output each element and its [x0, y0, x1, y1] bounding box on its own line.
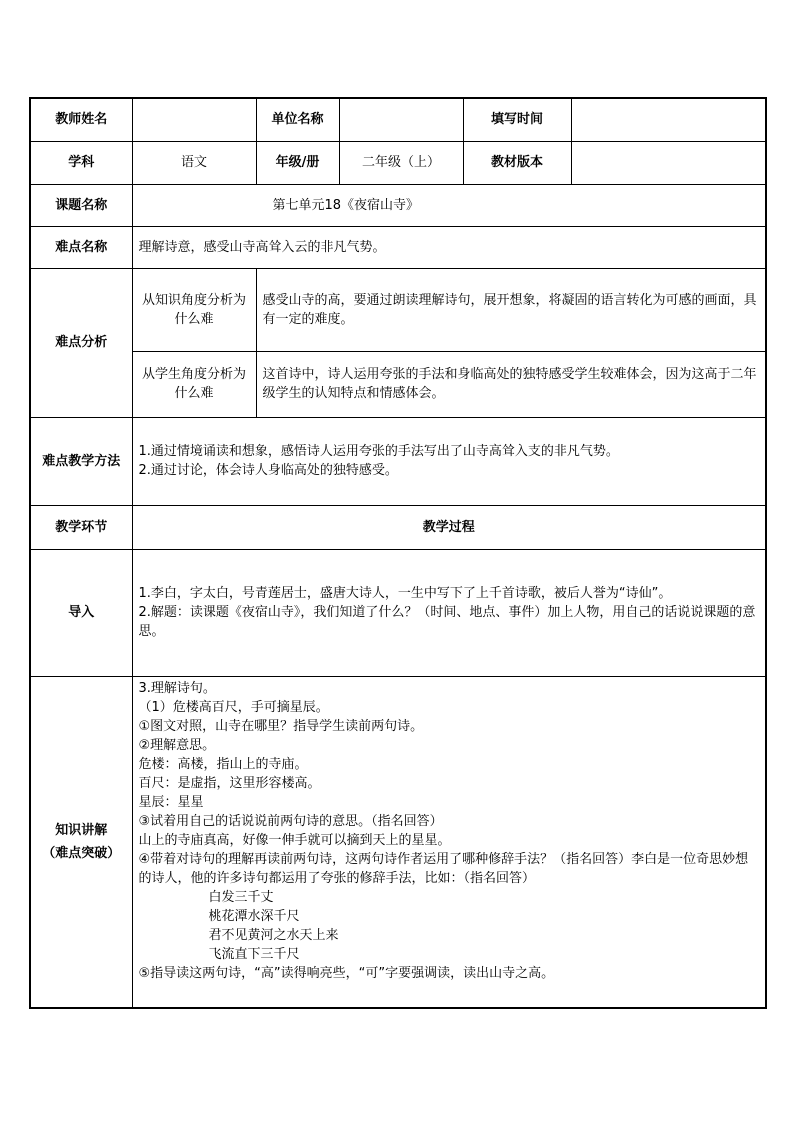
knowledge-line: ①图文对照，山寺在哪里？指导学生读前两句诗。 [138, 718, 424, 734]
knowledge-content[interactable] [132, 676, 766, 1008]
date-label: 填写时间 [463, 98, 571, 141]
subject-row [30, 141, 766, 184]
subject-label: 学科 [30, 141, 132, 184]
poem-line: 白发三千丈 [208, 889, 274, 905]
knowledge-sublabel: （难点突破） [42, 845, 121, 861]
teacher-label: 教师姓名 [30, 98, 132, 141]
knowledge-line: （1）危楼高百尺，手可摘星辰。 [138, 699, 329, 715]
intro-line: 2.解题：读课题《夜宿山寺》，我们知道了什么？（时间、地点、事件）加上人物，用自己的话说说课题的意思。 [138, 605, 756, 639]
difficulty-value[interactable]: 理解诗意，感受山寺高耸入云的非凡气势。 [132, 226, 766, 268]
difficulty-label: 难点名称 [30, 226, 132, 268]
topic-label: 课题名称 [30, 184, 132, 226]
knowledge-row [30, 676, 766, 1008]
intro-label: 导入 [30, 549, 132, 676]
intro-content[interactable] [132, 549, 766, 676]
topic-value[interactable]: 第七单元18《夜宿山寺》 [132, 184, 766, 226]
method-line: 1.通过情境诵读和想象，感悟诗人运用夸张的手法写出了山寺高耸入支的非凡气势。 [138, 444, 619, 459]
topic-row [30, 184, 766, 226]
stage-label: 教学环节 [30, 505, 132, 549]
analysis-knowledge-row [30, 268, 766, 351]
difficulty-row [30, 226, 766, 268]
edition-value[interactable] [571, 141, 766, 184]
grade-label: 年级/册 [256, 141, 339, 184]
analysis-student-value[interactable]: 这首诗中，诗人运用夸张的手法和身临高处的独特感受学生较难体会，因为这高于二年级学生的认知特点和情感体会。 [256, 351, 766, 417]
method-line: 2.通过讨论，体会诗人身临高处的独特感受。 [138, 463, 398, 478]
unit-label: 单位名称 [256, 98, 339, 141]
knowledge-line: ④带着对诗句的理解再读前两句诗，这两句诗作者运用了哪种修辞手法？（指名回答）李白是一位奇思妙想的诗人，他的许多诗句都运用了夸张的修辞手法，比如：（指名回答） [138, 851, 749, 886]
poem-line: 桃花潭水深千尺 [208, 908, 300, 924]
edition-label: 教材版本 [463, 141, 571, 184]
knowledge-line: 百尺：是虚指，这里形容楼高。 [138, 775, 321, 791]
process-header-row [30, 505, 766, 549]
date-value[interactable] [571, 98, 766, 141]
poem-line: 君不见黄河之水天上来 [208, 927, 339, 943]
knowledge-line: 3.理解诗句。 [138, 680, 216, 696]
analysis-student-label: 从学生角度分析为什么难 [132, 351, 256, 417]
grade-value[interactable]: 二年级（上） [339, 141, 463, 184]
knowledge-line: ②理解意思。 [138, 737, 216, 753]
process-label: 教学过程 [132, 505, 766, 549]
knowledge-line: 星辰：星星 [138, 794, 204, 810]
method-row [30, 417, 766, 505]
unit-value[interactable] [339, 98, 463, 141]
analysis-knowledge-label: 从知识角度分析为什么难 [132, 268, 256, 351]
intro-line: 1.李白，字太白，号青莲居士，盛唐大诗人，一生中写下了上千首诗歌，被后人誉为“诗仙”。 [138, 586, 672, 601]
knowledge-last-line: ⑤指导读这两句诗，“高”读得响亮些，“可”字要强调读，读出山寺之高。 [138, 965, 555, 981]
method-content[interactable] [132, 417, 766, 505]
teacher-value[interactable] [132, 98, 256, 141]
analysis-label: 难点分析 [30, 268, 132, 417]
poem-line: 飞流直下三千尺 [208, 946, 300, 962]
method-label: 难点教学方法 [30, 417, 132, 505]
teacher-row [30, 98, 766, 141]
knowledge-line: ③试着用自己的话说说前两句诗的意思。（指名回答） [138, 813, 443, 829]
lesson-plan-table [29, 97, 767, 1009]
knowledge-line: 危楼：高楼，指山上的寺庙。 [138, 756, 308, 772]
knowledge-label: 知识讲解 [55, 822, 108, 838]
knowledge-label-cell [30, 676, 132, 1008]
analysis-knowledge-value[interactable]: 感受山寺的高，要通过朗读理解诗句，展开想象，将凝固的语言转化为可感的画面，具有一定的难度。 [256, 268, 766, 351]
subject-value[interactable]: 语文 [132, 141, 256, 184]
knowledge-line: 山上的寺庙真高，好像一伸手就可以摘到天上的星星。 [138, 832, 451, 848]
intro-row [30, 549, 766, 676]
analysis-student-row [30, 351, 766, 417]
